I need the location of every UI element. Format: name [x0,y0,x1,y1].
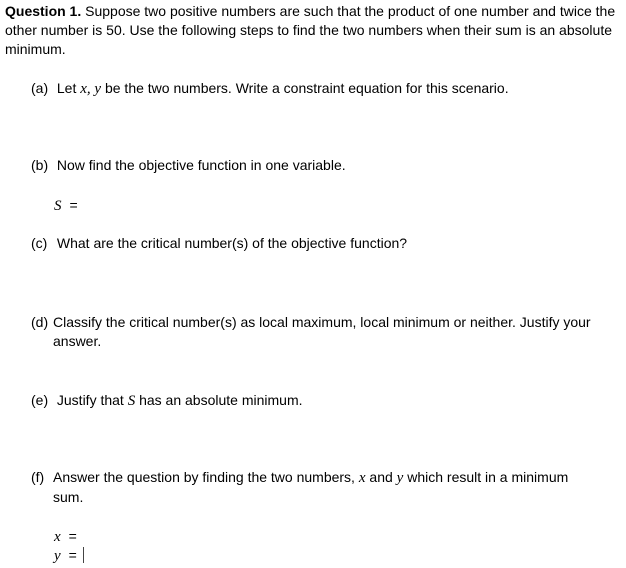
part-a-label: (a) [31,80,49,96]
part-a-pre: Let [56,80,77,96]
question-heading: Question 1. [5,3,82,19]
part-f-mid: and [369,469,393,485]
objective-var: S [54,198,62,214]
part-d-label: (d) [31,314,49,330]
y-answer-var: y [54,548,61,564]
y-answer-equals: = [68,547,77,563]
part-e [31,391,623,411]
part-b [31,156,623,175]
x-answer-var: x [54,529,61,545]
part-f-label: (f) [31,469,45,485]
x-answer-line[interactable] [54,527,77,547]
question-intro [5,2,623,59]
objective-answer-line[interactable] [54,196,78,216]
part-f-var-x: x [358,470,366,486]
part-f [31,468,623,507]
part-f-pre: Answer the question by finding the two numbers, [53,469,355,485]
part-c-label: (c) [31,235,48,251]
part-a-vars: x, y [80,81,102,97]
part-a-post: be the two numbers. Write a constraint equation for this scenario. [104,80,509,96]
text-cursor [83,547,84,563]
question-text: Suppose two positive numbers are such that the product of one number and twice the other number is 50. Use the following steps to find the two numbers when their sum is an absolute minimum. [5,3,616,57]
part-e-label: (e) [31,392,49,408]
part-c [31,234,623,253]
part-f-var-y: y [396,470,404,486]
part-a [31,79,623,99]
part-d [31,313,623,351]
x-answer-equals: = [68,528,77,544]
objective-equals: = [69,197,78,213]
part-d-text-line1: Classify the critical number(s) as local maximum, local minimum or neither. Justify your [53,314,591,330]
part-e-post: has an absolute minimum. [139,392,303,408]
part-f-post: which result in a minimum [407,469,569,485]
part-b-label: (b) [31,157,49,173]
part-f-line2: sum. [53,489,84,505]
part-b-text: Now find the objective function in one variable. [56,157,346,173]
y-answer-line[interactable] [54,546,84,566]
part-d-text-line2: answer. [53,333,102,349]
part-e-pre: Justify that [56,392,124,408]
part-e-var: S [127,393,136,409]
part-c-text: What are the critical number(s) of the objective function? [56,235,408,251]
